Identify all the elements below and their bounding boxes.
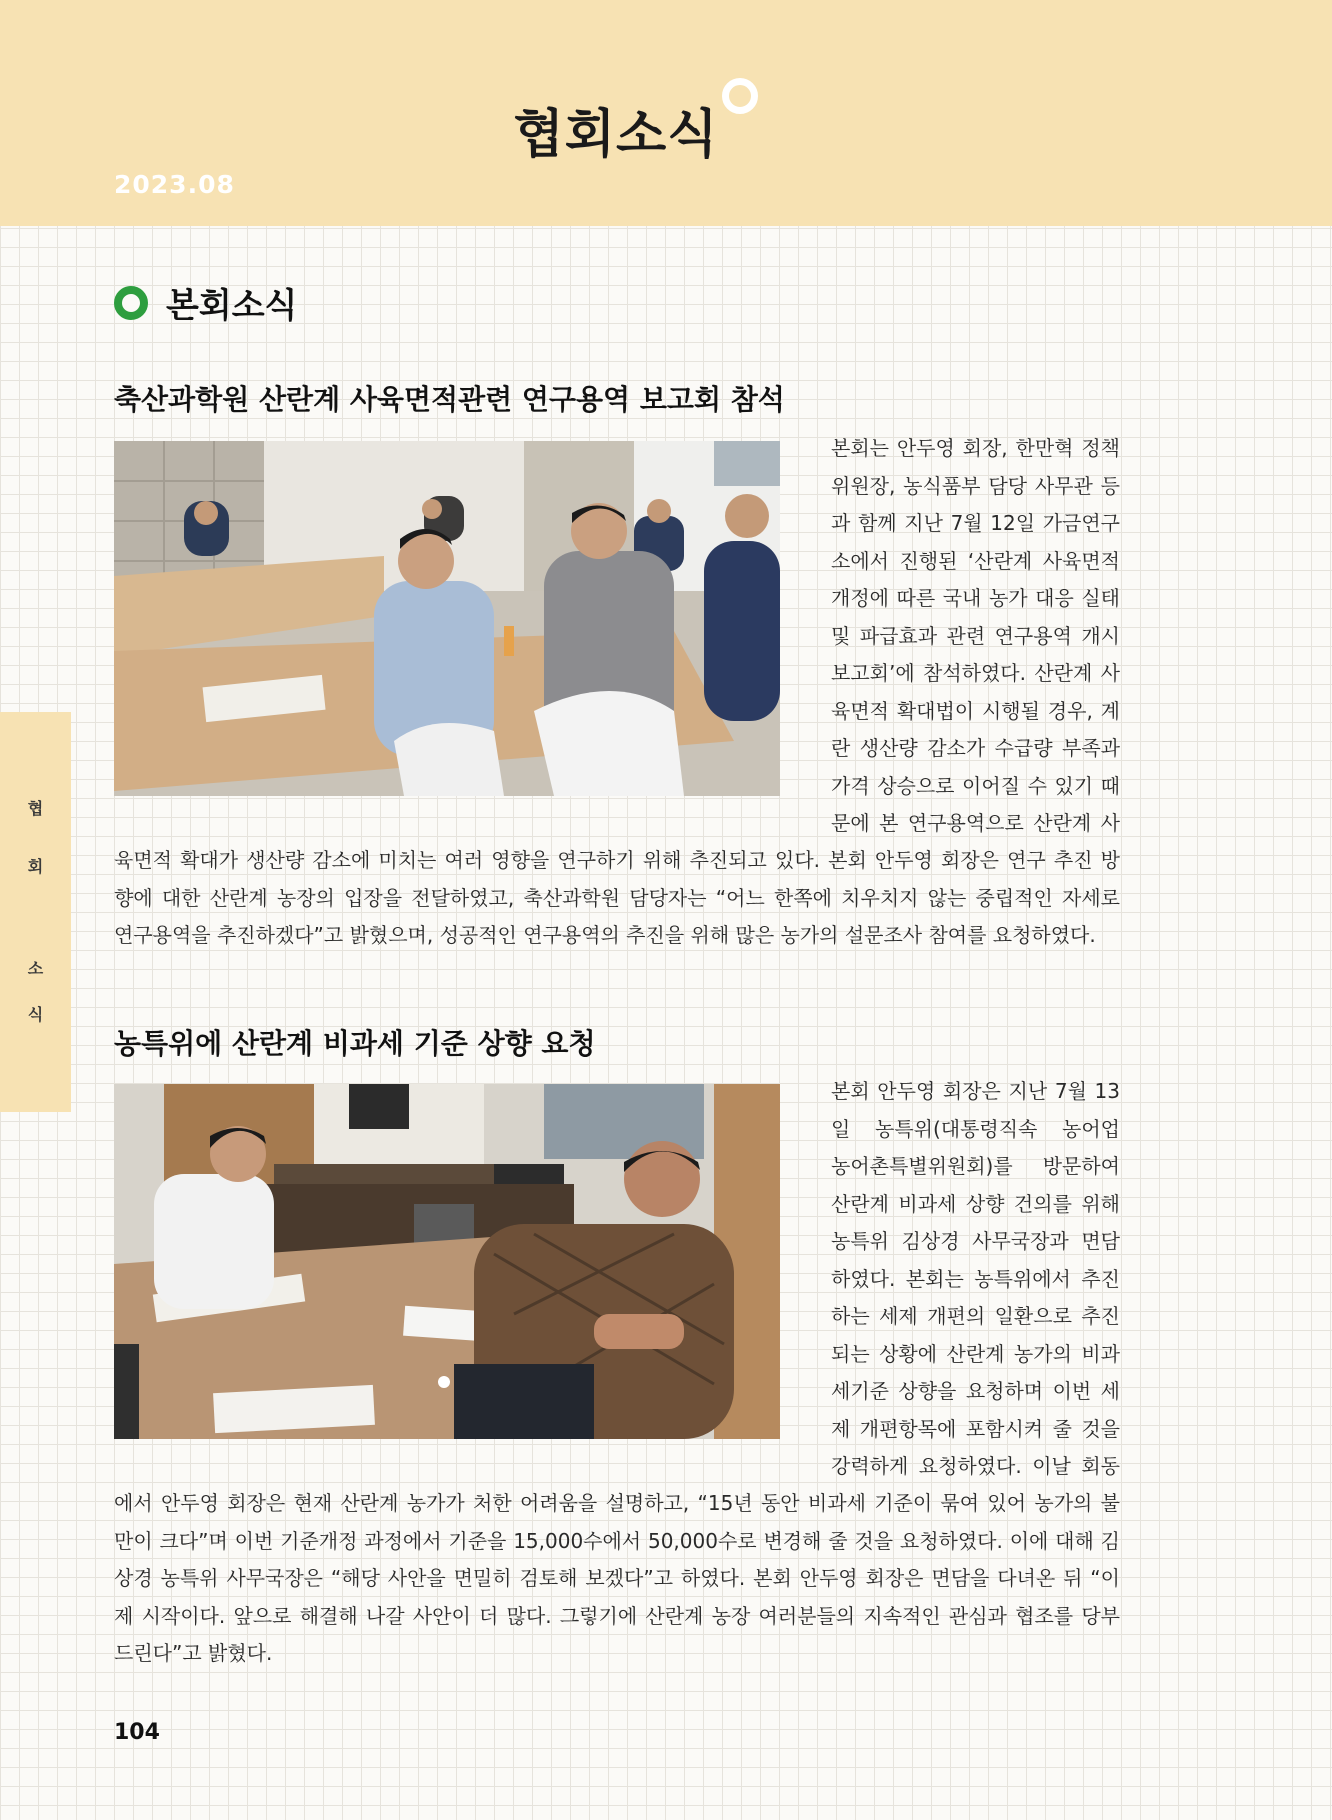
- text-line: 향에 대한 산란계 농장의 입장을 전달하였고, 축산과학원 담당자는 “어느 한쪽에 치우치지 않는 중립적인 자세로: [114, 885, 1120, 910]
- text-line: 산란계 비과세 상향 건의를 위해: [831, 1191, 1120, 1216]
- text-line: 보고회’에 참석하였다. 산란계 사: [831, 661, 1120, 685]
- article-2-side-text: [831, 1073, 1120, 1486]
- text-line: 본회 안두영 회장은 지난 7월 13: [831, 1079, 1120, 1103]
- side-section-tab: [0, 712, 71, 1112]
- text-line: 연구용역을 추진하겠다”고 밝혔으며, 성공적인 연구용역의 추진을 위해 많은 농가의 설문조사 참여를 요청하였다.: [114, 923, 1096, 947]
- circle-ring-icon: [722, 78, 758, 114]
- text-line: 일 농특위(대통령직속 농어업: [831, 1116, 1120, 1141]
- article-title: 축산과학원 산란계 사육면적관련 연구용역 보고회 참석: [114, 383, 785, 416]
- page-header: [0, 0, 1332, 226]
- text-line: 육면적 확대가 생산량 감소에 미치는 여러 영향을 연구하기 위해 추진되고 있다. 본회 안두영 회장은 연구 추진 방: [114, 848, 1120, 872]
- meeting-photo: [114, 1084, 780, 1439]
- side-tab-char: 식: [27, 1005, 44, 1024]
- text-line: 소에서 진행된 ‘산란계 사육면적: [831, 548, 1120, 573]
- side-tab-char: 회: [27, 857, 44, 876]
- text-line: 하였다. 본회는 농특위에서 추진: [831, 1266, 1120, 1291]
- text-line: 문에 본 연구용역으로 산란계 사: [831, 811, 1120, 835]
- article-title: 농특위에 산란계 비과세 기준 상향 요청: [114, 1027, 596, 1060]
- text-line: 에서 안두영 회장은 현재 산란계 농가가 처한 어려움을 설명하고, “15년 동안 비과세 기준이 묶여 있어 농가의 불: [114, 1491, 1120, 1515]
- issue-date: 2023.08: [114, 170, 235, 199]
- text-line: 란 생산량 감소가 수급량 부족과: [831, 736, 1120, 760]
- text-line: 되는 상황에 산란계 농가의 비과: [831, 1341, 1120, 1366]
- text-line: 상경 농특위 사무국장은 “해당 사안을 면밀히 검토해 보겠다”고 하였다. 본회 안두영 회장은 면담을 다녀온 뒤 “이: [114, 1566, 1120, 1590]
- text-line: 본회는 안두영 회장, 한만혁 정책: [831, 436, 1120, 460]
- text-line: 가격 상승으로 이어질 수 있기 때: [831, 773, 1120, 798]
- meeting-photo: [114, 441, 780, 796]
- section-title: 본회소식: [166, 286, 298, 326]
- side-tab-char: 협: [27, 799, 44, 818]
- text-line: 위원장, 농식품부 담당 사무관 등: [831, 473, 1120, 498]
- page-number: 104: [114, 1720, 160, 1745]
- bullet-dot-icon: [114, 286, 148, 320]
- text-line: 및 파급효과 관련 연구용역 개시: [831, 623, 1120, 648]
- article-1-side-text: [831, 430, 1120, 843]
- article-2-body-text: [114, 1485, 1120, 1673]
- text-line: 개정에 따른 국내 농가 대응 실태: [831, 586, 1120, 610]
- text-line: 농어촌특별위원회)를 방문하여: [831, 1154, 1120, 1178]
- side-tab-char: 소: [27, 959, 44, 978]
- text-line: 농특위 김상경 사무국장과 면담: [831, 1229, 1120, 1253]
- text-line: 하는 세제 개편의 일환으로 추진: [831, 1304, 1120, 1328]
- page-title: 협회소식: [513, 105, 719, 165]
- text-line: 만이 크다”며 이번 기준개정 과정에서 기준을 15,000수에서 50,000수로 변경해 줄 것을 요청하였다. 이에 대해 김: [114, 1528, 1120, 1553]
- text-line: 드린다”고 밝혔다.: [114, 1641, 273, 1665]
- text-line: 과 함께 지난 7월 12일 가금연구: [831, 511, 1120, 535]
- text-line: 강력하게 요청하였다. 이날 회동: [831, 1454, 1120, 1478]
- article-1-body-text: [114, 842, 1120, 955]
- text-line: 육면적 확대법이 시행될 경우, 계: [831, 698, 1120, 723]
- text-line: 제 시작이다. 앞으로 해결해 나갈 사안이 더 많다. 그렇기에 산란계 농장 여러분들의 지속적인 관심과 협조를 당부: [114, 1603, 1120, 1628]
- text-line: 제 개편항목에 포함시켜 줄 것을: [831, 1416, 1120, 1441]
- text-line: 세기준 상향을 요청하며 이번 세: [831, 1379, 1120, 1403]
